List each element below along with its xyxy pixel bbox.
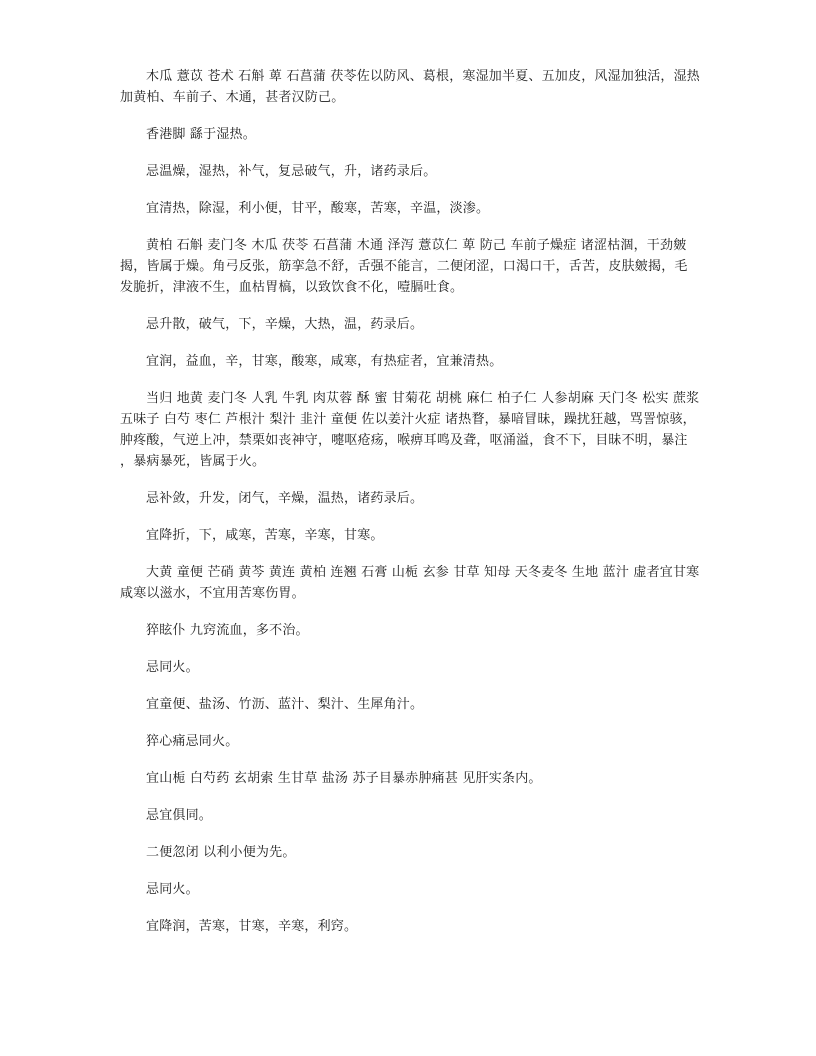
paragraph-14: 宜童便、盐汤、竹沥、蓝汁、梨汁、生犀角汁。 bbox=[146, 697, 424, 712]
paragraph-13: 忌同火。 bbox=[146, 660, 199, 675]
paragraph-9: 忌补敛，升发，闭气，辛燥，温热，诸药录后。 bbox=[146, 491, 424, 506]
paragraph-4: 宜清热，除湿，利小便，甘平，酸寒，苦寒，辛温，淡渗。 bbox=[146, 201, 490, 216]
paragraph-7: 宜润，益血，辛，甘寒，酸寒，咸寒，有热症者，宜兼清热。 bbox=[146, 354, 503, 369]
paragraph-5: 黄柏 石斛 麦门冬 木瓜 茯苓 石菖蒲 木通 泽泻 薏苡仁 萆 防己 车前子燥症 诸涩枯涸，干劲皴揭，皆属于燥。角弓反张，筋挛急不舒，舌强不能言，二便闭涩，口渴口干，舌苦，皮肤皴揭，毛发脆折，津液不生，血枯胃槁，以致饮食不化，噎膈吐食。 bbox=[120, 238, 688, 295]
paragraph-12: 猝眩仆 九窍流血，多不治。 bbox=[146, 623, 309, 638]
paragraph-15: 猝心痛忌同火。 bbox=[146, 734, 239, 749]
paragraph-2: 香港脚 繇于湿热。 bbox=[146, 127, 256, 142]
paragraph-20: 宜降润，苦寒，甘寒，辛寒，利窍。 bbox=[146, 919, 358, 934]
paragraph-19: 忌同火。 bbox=[146, 882, 199, 897]
paragraph-16: 宜山栀 白芍药 玄胡索 生甘草 盐汤 苏子目暴赤肿痛甚 见肝实条内。 bbox=[146, 771, 542, 786]
paragraph-17: 忌宜俱同。 bbox=[146, 808, 213, 823]
paragraph-10: 宜降折，下，咸寒，苦寒，辛寒，甘寒。 bbox=[146, 528, 384, 543]
paragraph-8: 当归 地黄 麦门冬 人乳 牛乳 肉苁蓉 酥 蜜 甘菊花 胡桃 麻仁 柏子仁 人参胡麻 天门冬 松实 蔗浆 五味子 白芍 枣仁 芦根汁 梨汁 韭汁 童便 佐以姜汁火症 诸热瞀，暴喑冒昧，躁扰狂越，骂詈惊骇， 肿疼酸，气逆上冲，禁栗如丧神守，嚏呕疮疡，喉痹耳鸣及聋，呕涌溢，食不下，目昧不明，暴注 ，暴病暴死，皆属于火。 bbox=[120, 391, 700, 469]
paragraph-6: 忌升散，破气，下，辛燥，大热，温，药录后。 bbox=[146, 317, 424, 332]
document-page bbox=[120, 66, 700, 937]
paragraph-11: 大黄 童便 芒硝 黄芩 黄连 黄柏 连翘 石膏 山栀 玄参 甘草 知母 天冬麦冬 生地 蓝汁 虚者宜甘寒咸寒以滋水，不宜用苦寒伤胃。 bbox=[120, 565, 700, 601]
paragraph-3: 忌温燥，湿热，补气，复忌破气，升，诸药录后。 bbox=[146, 164, 437, 179]
paragraph-18: 二便忽闭 以利小便为先。 bbox=[146, 845, 296, 860]
paragraph-1: 木瓜 薏苡 苍术 石斛 萆 石菖蒲 茯苓佐以防风、葛根，寒湿加半夏、五加皮，风湿加独活，湿热加黄柏、车前子、木通，甚者汉防己。 bbox=[120, 69, 700, 105]
